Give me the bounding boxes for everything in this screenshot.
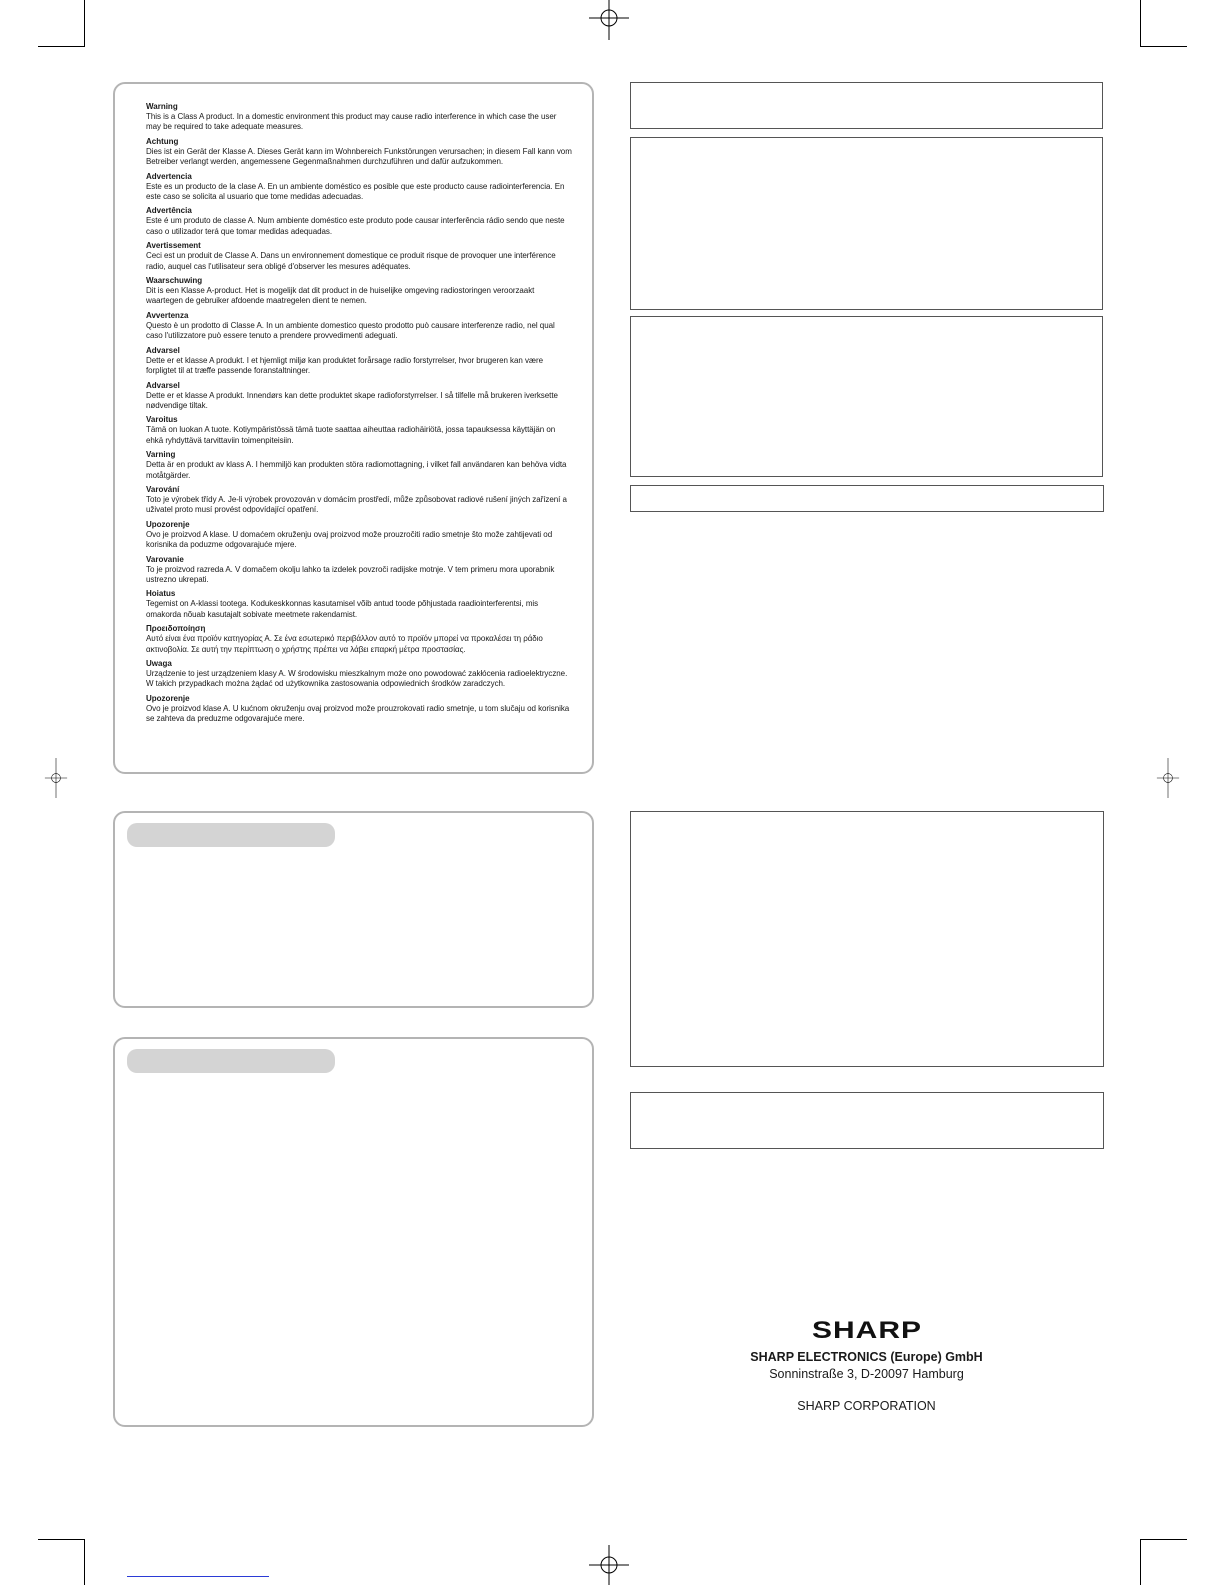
registration-mark-icon [1148, 758, 1188, 798]
warning-title: Advertencia [146, 171, 192, 181]
warning-body: Detta är en produkt av klass A. I hemmiljö kan produkten störa radiomottagning, i vilket fall användaren kan behöva vidta motåtgärder. [146, 460, 567, 480]
warning-title: Hoiatus [146, 589, 176, 599]
warning-item [146, 346, 572, 377]
warning-body: Αυτό είναι ένα προϊόν κατηγορίας Α. Σε ένα εσωτερικό περιβάλλον αυτό το προϊόν μπορεί να προκαλέσει τη ράδιο ακτινοβολία. Σε αυτή την περίπτωση ο χρήστης πρέπει να λάβει επαρκή μέτρα προστασίας. [146, 634, 543, 654]
company-name: SHARP ELECTRONICS (Europe) GmbH [750, 1350, 983, 1364]
warning-title: Upozorenje [146, 519, 190, 529]
warning-body: Ceci est un produit de Classe A. Dans un environnement domestique ce produit risque de provoquer une interférence radio, auquel cas l'utilisateur sera obligé d'observer les mesures adéquates. [146, 251, 556, 271]
warning-body: Ovo je proizvod klase A. U kućnom okruženju ovaj proizvod može prouzrokovati radio smetnje, u tom slučaju od korisnika se zahteva da preduzme odgovarajuće mere. [146, 703, 570, 724]
warning-item [146, 520, 572, 551]
warning-body: Ovo je proizvod A klase. U domaćem okruženju ovaj proizvod može prouzročiti radio smetnje što može zahtijevati od korisnika da poduzme odgovarajuće mjere. [146, 529, 553, 550]
warning-body: Toto je výrobek třídy A. Je-li výrobek provozován v domácím prostředí, může způsobovat radiové rušení jiných zařízení a uživatel proto musí provést odpovídající opatření. [146, 494, 567, 515]
warning-body: Dies ist ein Gerät der Klasse A. Dieses Gerät kann im Wohnbereich Funkstörungen verursachen; in diesem Fall kann vom Betreiber verlangt werden, angemessene Gegenmaßnahmen durchzuführen und dafür aufzukommen. [146, 146, 572, 167]
warning-title: Achtung [146, 136, 179, 146]
warning-body: Dette er et klasse A produkt. I et hjemligt miljø kan produktet forårsage radio forstyrrelser, hvor brugeren kan være forpligtet til at træffe passende foranstaltninger. [146, 355, 544, 376]
registration-mark-icon [36, 758, 76, 798]
blank-box [630, 485, 1104, 512]
warning-title: Avvertenza [146, 310, 189, 320]
warning-body: Dit is een Klasse A-product. Het is mogelijk dat dit product in de huiselijke omgeving radiostoringen veroorzaakt waartegen de gebruiker afdoende maatregelen dient te nemen. [146, 286, 535, 306]
warning-item [146, 311, 572, 342]
crop-mark [1141, 46, 1187, 47]
warning-item [146, 102, 572, 133]
warning-item [146, 241, 572, 272]
warning-item [146, 206, 572, 237]
warning-body: Questo è un prodotto di Classe A. In un ambiente domestico questo prodotto può causare interferenze radio, nel qual caso l'utilizzatore può essere tenuto a prendere provvedimenti adeguati. [146, 320, 555, 341]
warning-title: Varování [146, 484, 180, 494]
warning-item [146, 589, 572, 620]
crop-mark [38, 46, 84, 47]
warning-body: To je proizvod razreda A. V domačem okolju lahko ta izdelek povzroči radijske motnje. V tem primeru mora uporabnik ustrezno ukrepati. [146, 564, 555, 584]
blank-box [630, 811, 1104, 1067]
warning-title: Προειδοποίηση [146, 624, 206, 634]
warning-item [146, 659, 572, 690]
crop-mark [84, 0, 85, 47]
class-a-warning-panel [113, 82, 594, 774]
warning-title: Advarsel [146, 380, 180, 390]
warning-title: Advertência [146, 206, 192, 216]
warning-item [146, 137, 572, 168]
blank-info-panel [113, 811, 594, 1008]
crop-mark [1141, 1539, 1187, 1540]
warning-list [146, 102, 572, 729]
registration-mark-icon [589, 1545, 629, 1585]
blank-box [630, 82, 1103, 129]
warning-title: Warning [146, 102, 178, 111]
warning-title: Upozorenje [146, 693, 190, 703]
warning-item [146, 694, 572, 725]
warning-body: Tämä on luokan A tuote. Kotiympäristössä tämä tuote saattaa aiheuttaa radiohäiriötä, jossa tapauksessa käyttäjän on ehkä ryhdyttävä tarvittaviin toimenpiteisiin. [146, 425, 556, 445]
warning-title: Varning [146, 450, 176, 460]
warning-item [146, 381, 572, 412]
warning-item [146, 172, 572, 203]
warning-item [146, 624, 572, 655]
warning-body: Tegemist on A-klassi tootega. Kodukeskkonnas kasutamisel võib antud toode põhjustada raadiointerferentsi, mis omakorda nõuab kasutajalt sobivate meetmete rakendamist. [146, 599, 539, 619]
header-pill [127, 1049, 335, 1073]
warning-item [146, 485, 572, 516]
warning-item [146, 450, 572, 481]
crop-mark [1140, 1539, 1141, 1585]
corporation-name: SHARP CORPORATION [797, 1399, 936, 1413]
warning-title: Waarschuwing [146, 276, 203, 286]
warning-item [146, 415, 572, 446]
warning-item [146, 555, 572, 586]
blank-info-panel [113, 1037, 594, 1427]
crop-mark [38, 1539, 84, 1540]
warning-body: This is a Class A product. In a domestic environment this product may cause radio interference in which case the user may be required to take adequate measures. [146, 112, 557, 132]
warning-title: Varoitus [146, 415, 178, 425]
warning-title: Advarsel [146, 345, 180, 355]
header-pill [127, 823, 335, 847]
warning-body: Este es un producto de la clase A. En un ambiente doméstico es posible que este producto cause radiointerferencia. En este caso se solicita al usuario que tome medidas adecuadas. [146, 181, 565, 202]
sharp-logo: SHARP [811, 1317, 922, 1344]
registration-mark-icon [589, 0, 629, 40]
company-address: Sonninstraße 3, D-20097 Hamburg [769, 1367, 964, 1381]
warning-body: Dette er et klasse A produkt. Innendørs kan dette produktet skape radioforstyrrelser. I så tilfelle må brukeren iverksette nødvendige tiltak. [146, 390, 558, 410]
warning-title: Uwaga [146, 659, 172, 668]
warning-title: Avertissement [146, 241, 201, 251]
blank-box [630, 137, 1103, 310]
warning-title: Varovanie [146, 554, 184, 564]
crop-mark [84, 1539, 85, 1585]
warning-body: Urządzenie to jest urządzeniem klasy A. W środowisku mieszkalnym może ono powodować zakłócenia radioelektryczne. W takich przypadkach można żądać od użytkownika zastosowania odpowiednich środków zaradczych. [146, 669, 568, 689]
blank-box [630, 316, 1103, 477]
blank-box [630, 1092, 1104, 1149]
crop-mark [1140, 0, 1141, 47]
warning-item [146, 276, 572, 307]
warning-body: Este é um produto de classe A. Num ambiente doméstico este produto pode causar interferência rádio sendo que neste caso o utilizador terá que tomar medidas adequadas. [146, 216, 565, 236]
underline-rule [127, 1576, 269, 1577]
